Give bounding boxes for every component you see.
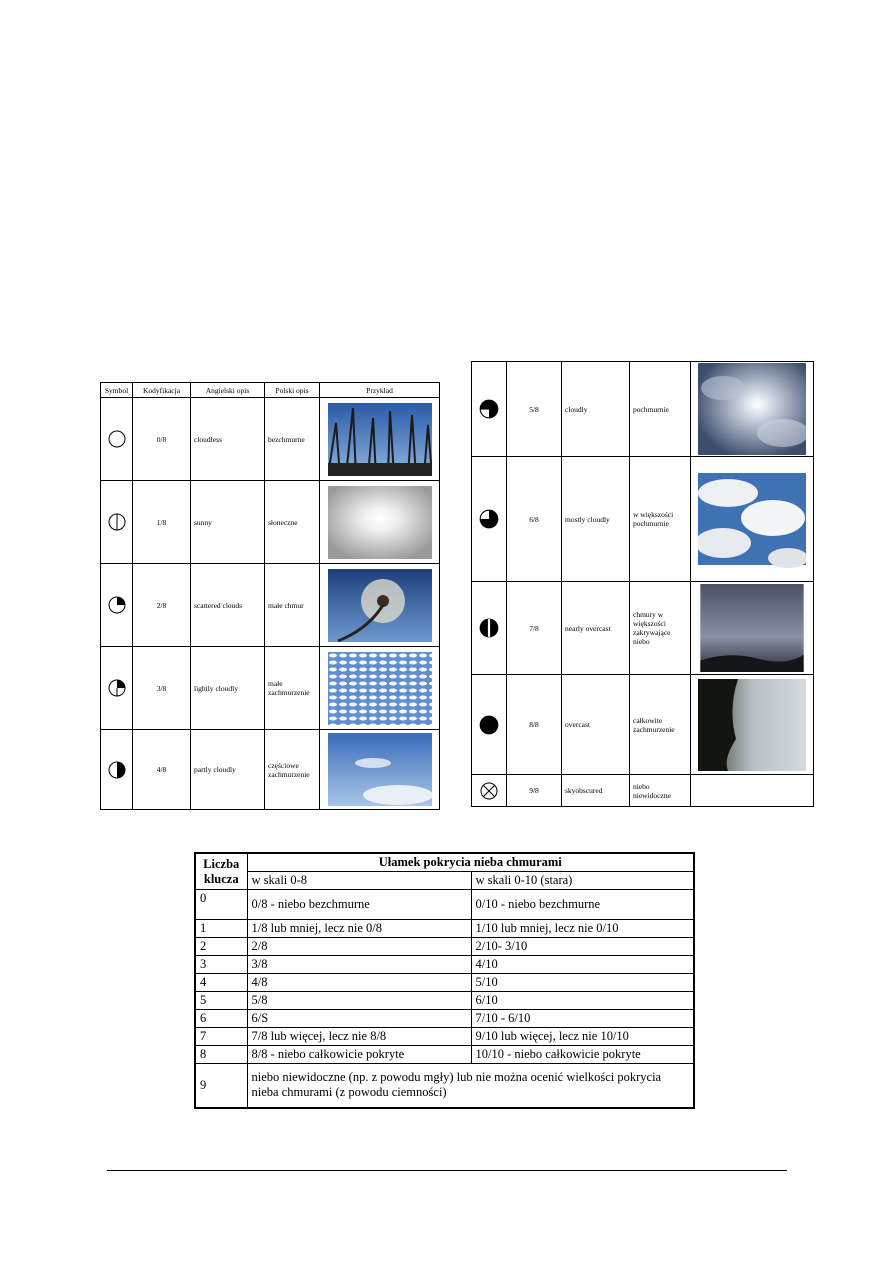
okta-code: 1/8 (133, 481, 191, 564)
table-row (472, 775, 814, 807)
table-row (101, 564, 440, 647)
key-cell: 1 (195, 920, 247, 938)
scale-10-cell: 9/10 lub więcej, lecz nie 10/10 (471, 1028, 694, 1046)
col-code: Kodyfikacja (133, 383, 191, 398)
key-cell: 9 (195, 1064, 247, 1108)
footer-divider (107, 1170, 787, 1171)
english-desc: sunny (191, 481, 265, 564)
scale-8-cell: 5/8 (247, 992, 471, 1010)
key-cell: 2 (195, 938, 247, 956)
col-english: Angielski opis (191, 383, 265, 398)
table-row (472, 582, 814, 675)
english-desc: skyobscured (562, 775, 630, 807)
table-header-row (195, 853, 694, 872)
table-row (195, 920, 694, 938)
key-cell: 4 (195, 974, 247, 992)
example-photo (698, 679, 806, 771)
subheader-scale-8: w skali 0-8 (247, 872, 471, 890)
example-photo (328, 652, 432, 725)
okta-table-left (100, 382, 440, 810)
okta-5-icon (478, 398, 500, 420)
scale-8-cell: 3/8 (247, 956, 471, 974)
okta-4-icon (107, 760, 127, 780)
empty-cell (691, 775, 814, 807)
key-cell: 3 (195, 956, 247, 974)
key-cell: 5 (195, 992, 247, 1010)
polish-desc: bezchmurne (265, 398, 320, 481)
okta-0-icon (107, 429, 127, 449)
example-photo (328, 486, 432, 559)
example-photo (698, 363, 806, 455)
scale-8-cell: 8/8 - niebo całkowicie pokryte (247, 1046, 471, 1064)
okta-1-icon (107, 512, 127, 532)
polish-desc: całkowite zachmurzenie (630, 675, 691, 775)
table-subheader-row (195, 872, 694, 890)
okta-6-icon (478, 508, 500, 530)
subheader-scale-10: w skali 0-10 (stara) (471, 872, 694, 890)
english-desc: overcast (562, 675, 630, 775)
okta-code: 5/8 (507, 362, 562, 457)
header-key: Liczba klucza (195, 853, 247, 890)
table-row (195, 956, 694, 974)
english-desc: cloudless (191, 398, 265, 481)
scale-10-cell: 5/10 (471, 974, 694, 992)
scale-8-cell: 7/8 lub więcej, lecz nie 8/8 (247, 1028, 471, 1046)
table-row (101, 730, 440, 810)
scale-10-cell: 1/10 lub mniej, lecz nie 0/10 (471, 920, 694, 938)
okta-table-right (471, 361, 814, 807)
table-row (195, 1010, 694, 1028)
okta-code: 0/8 (133, 398, 191, 481)
english-desc: lightly cloudly (191, 647, 265, 730)
header-main: Ułamek pokrycia nieba chmurami (247, 853, 694, 872)
scale-8-cell: 2/8 (247, 938, 471, 956)
table-row (472, 362, 814, 457)
polish-desc: małe zachmurzenie (265, 647, 320, 730)
scale-10-cell: 7/10 - 6/10 (471, 1010, 694, 1028)
english-desc: mostly cloudly (562, 457, 630, 582)
okta-3-icon (107, 678, 127, 698)
table-row (472, 457, 814, 582)
table-row (195, 938, 694, 956)
english-desc: partly cloudly (191, 730, 265, 810)
col-symbol: Symbol (101, 383, 133, 398)
scale-8-cell: 1/8 lub mniej, lecz nie 0/8 (247, 920, 471, 938)
example-photo (698, 584, 806, 672)
scale-10-cell: 0/10 - niebo bezchmurne (471, 890, 694, 920)
okta-2-icon (107, 595, 127, 615)
okta-8-icon (478, 714, 500, 736)
scale-10-cell: 6/10 (471, 992, 694, 1010)
english-desc: cloudly (562, 362, 630, 457)
polish-desc: częściowe zachmurzenie (265, 730, 320, 810)
scale-10-cell: 10/10 - niebo całkowicie pokryte (471, 1046, 694, 1064)
table-row (195, 1046, 694, 1064)
polish-desc: chmury w większości zakrywające niebo (630, 582, 691, 675)
okta-code: 9/8 (507, 775, 562, 807)
key-cell: 8 (195, 1046, 247, 1064)
okta-code: 2/8 (133, 564, 191, 647)
polish-desc: małe chmur (265, 564, 320, 647)
table-row (101, 647, 440, 730)
english-desc: scattered clouds (191, 564, 265, 647)
okta-code: 3/8 (133, 647, 191, 730)
polish-desc: w większości pochmurnie (630, 457, 691, 582)
polish-desc: pochmurnie (630, 362, 691, 457)
scale-8-cell: 0/8 - niebo bezchmurne (247, 890, 471, 920)
okta-code: 7/8 (507, 582, 562, 675)
okta-9-icon (479, 781, 499, 801)
example-photo (328, 569, 432, 642)
table-row (472, 675, 814, 775)
col-example: Przykład (320, 383, 440, 398)
scale-8-cell: 6/S (247, 1010, 471, 1028)
key-cell: 6 (195, 1010, 247, 1028)
col-polish: Polski opis (265, 383, 320, 398)
okta-code: 4/8 (133, 730, 191, 810)
okta-code: 8/8 (507, 675, 562, 775)
table-row (195, 974, 694, 992)
okta-code: 6/8 (507, 457, 562, 582)
example-photo (328, 733, 432, 806)
polish-desc: słoneczne (265, 481, 320, 564)
english-desc: nearly overcast (562, 582, 630, 675)
polish-desc: niebo niewidoczne (630, 775, 691, 807)
cloud-cover-code-table (194, 852, 695, 1109)
scale-8-cell: 4/8 (247, 974, 471, 992)
table-row (195, 890, 694, 920)
table-row (101, 481, 440, 564)
key-cell: 7 (195, 1028, 247, 1046)
merged-description-cell: niebo niewidoczne (np. z powodu mgły) lub nie można ocenić wielkości pokrycia nieba chmurami (z powodu ciemności) (247, 1064, 694, 1108)
scale-10-cell: 2/10- 3/10 (471, 938, 694, 956)
key-cell: 0 (195, 890, 247, 920)
table-header-row (101, 383, 440, 398)
table-row (195, 1028, 694, 1046)
table-row (195, 1064, 694, 1108)
example-photo (698, 460, 806, 578)
scale-10-cell: 4/10 (471, 956, 694, 974)
table-row (195, 992, 694, 1010)
okta-7-icon (478, 617, 500, 639)
table-row (101, 398, 440, 481)
example-photo (328, 403, 432, 476)
